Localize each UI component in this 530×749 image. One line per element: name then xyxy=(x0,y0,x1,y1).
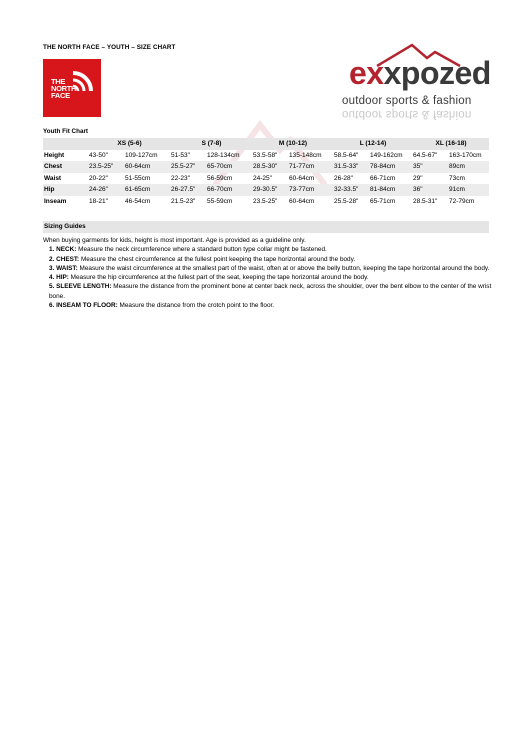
table-cell: 22-23" xyxy=(171,174,190,182)
table-cell: 26-28" xyxy=(334,174,353,182)
table-cell: 53.5-58" xyxy=(253,151,278,159)
document-title: THE NORTH FACE – YOUTH – SIZE CHART xyxy=(43,44,176,51)
guide-item-waist: 3. WAIST: Measure the waist circumference at the smallest part of the waist, often at or above the belly button, keeping the tape horizontal around the body. xyxy=(49,264,490,272)
table-cell: 61-65cm xyxy=(125,186,151,194)
table-cell: 109-127cm xyxy=(125,151,158,159)
table-cell: 65-71cm xyxy=(370,197,396,205)
table-cell: 60-64cm xyxy=(289,174,315,182)
table-cell: 35" xyxy=(413,163,423,171)
size-header: XS (5-6) xyxy=(117,140,142,148)
table-cell: 64.5-67" xyxy=(413,151,438,159)
tnf-logo-text: THE NORTH FACE xyxy=(51,77,77,100)
size-header: L (12-14) xyxy=(359,140,387,148)
table-cell: 91cm xyxy=(449,186,465,194)
table-cell: 51-53" xyxy=(171,151,190,159)
table-cell: 18-21" xyxy=(89,197,108,205)
table-cell: 128-134cm xyxy=(207,151,240,159)
table-cell: 20-22" xyxy=(89,174,108,182)
table-cell: 32-33.5" xyxy=(334,186,359,194)
row-label: Hip xyxy=(44,186,55,194)
table-cell: 163-170cm xyxy=(449,151,482,159)
table-cell: 72-79cm xyxy=(449,197,475,205)
table-row xyxy=(43,161,489,173)
youth-fit-chart-table xyxy=(43,138,489,207)
table-cell: 60-64cm xyxy=(289,197,315,205)
table-cell: 21.5-23" xyxy=(171,197,196,205)
exxpozed-tagline-reflection: outdoor sports & fashion xyxy=(342,108,472,120)
row-label: Chest xyxy=(44,163,63,171)
sizing-guides-header: Sizing Guides xyxy=(43,221,489,233)
table-cell: 46-54cm xyxy=(125,197,151,205)
table-cell: 36" xyxy=(413,186,423,194)
row-label: Waist xyxy=(44,174,62,182)
size-header: XL (16-18) xyxy=(435,140,467,148)
row-label: Inseam xyxy=(44,197,67,205)
table-header-row xyxy=(43,138,489,150)
exxpozed-wordmark: exxpozed xyxy=(349,55,491,91)
guide-item-hip: 4. HIP: Measure the hip circumference at the fullest part of the seat, keeping the tape horizontal around the body. xyxy=(49,274,369,282)
table-cell: 66-70cm xyxy=(207,186,233,194)
table-cell: 73cm xyxy=(449,174,465,182)
table-cell: 25.5-27" xyxy=(171,163,196,171)
fit-chart-title: Youth Fit Chart xyxy=(43,128,89,135)
exxpozed-tagline: outdoor sports & fashion xyxy=(342,95,472,107)
guide-item-neck: 1. NECK: Measure the neck circumference where a standard button type collar might be fastened. xyxy=(49,246,327,254)
table-cell: 81-84cm xyxy=(370,186,396,194)
size-header: S (7-8) xyxy=(201,140,222,148)
table-cell: 65-70cm xyxy=(207,163,233,171)
table-cell: 24-25" xyxy=(253,174,272,182)
table-cell: 28.5-31" xyxy=(413,197,438,205)
guide-item-chest: 2. CHEST: Measure the chest circumference at the fullest point keeping the tape horizontal around the body. xyxy=(49,255,356,263)
table-cell: 23.5-25" xyxy=(253,197,278,205)
table-cell: 149-162cm xyxy=(370,151,403,159)
table-cell: 51-55cm xyxy=(125,174,151,182)
table-row xyxy=(43,150,489,162)
table-cell: 31.5-33" xyxy=(334,163,359,171)
table-cell: 58.5-64" xyxy=(334,151,359,159)
table-row xyxy=(43,184,489,196)
table-cell: 28.5-30" xyxy=(253,163,278,171)
table-cell: 29-30.5" xyxy=(253,186,278,194)
row-label: Height xyxy=(44,151,65,159)
sizing-guides-text xyxy=(43,236,493,310)
table-cell: 25.5-28" xyxy=(334,197,359,205)
table-header-empty xyxy=(43,138,88,150)
table-cell: 56-59cm xyxy=(207,174,233,182)
table-cell: 55-59cm xyxy=(207,197,233,205)
the-north-face-logo xyxy=(43,59,101,117)
table-cell: 26-27.5" xyxy=(171,186,196,194)
table-cell: 89cm xyxy=(449,163,465,171)
table-cell: 23.5-25" xyxy=(89,163,114,171)
table-cell: 78-84cm xyxy=(370,163,396,171)
table-cell: 43-50" xyxy=(89,151,108,159)
table-cell: 24-26" xyxy=(89,186,108,194)
table-row xyxy=(43,173,489,185)
guide-item-sleeve-length: 5. SLEEVE LENGTH: Measure the distance from the prominent bone at center back neck, across the shoulder, over the bent elbow to the center of the wrist bone. xyxy=(49,283,492,300)
table-cell: 135-148cm xyxy=(289,151,322,159)
table-cell: 73-77cm xyxy=(289,186,315,194)
table-cell: 29" xyxy=(413,174,423,182)
sizing-intro: When buying garments for kids, height is most important. Age is provided as a guideline only. xyxy=(43,237,306,244)
size-header: M (10-12) xyxy=(278,140,308,148)
table-cell: 71-77cm xyxy=(289,163,315,171)
exxpozed-logo xyxy=(337,40,497,125)
table-row xyxy=(43,196,489,208)
table-cell: 60-64cm xyxy=(125,163,151,171)
guide-item-inseam: 6. INSEAM TO FLOOR: Measure the distance from the crotch point to the floor. xyxy=(49,302,275,310)
table-cell: 66-71cm xyxy=(370,174,396,182)
